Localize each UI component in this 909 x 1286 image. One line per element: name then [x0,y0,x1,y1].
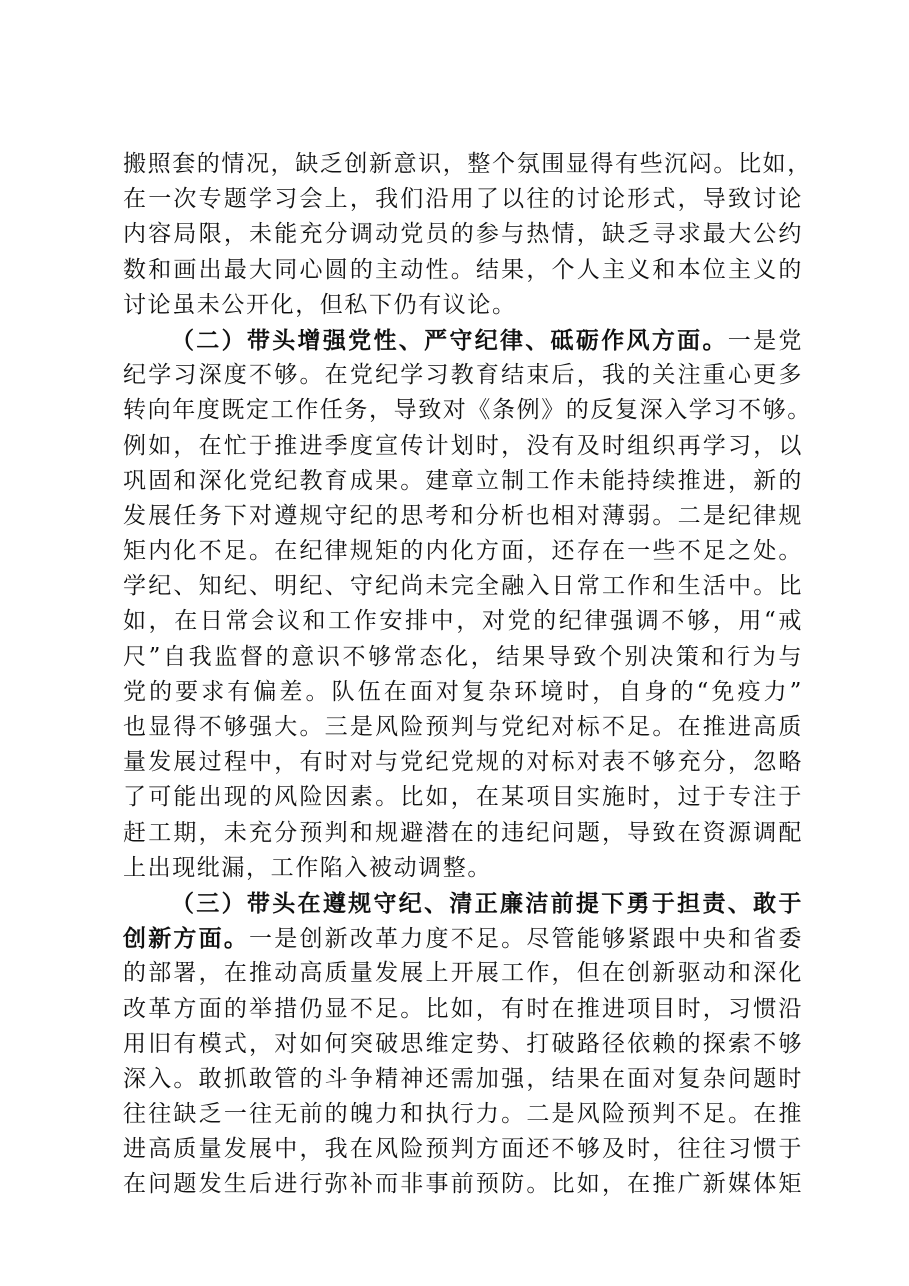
document-body [123,147,812,1203]
text-line: 巩固和深化党纪教育成果。建章立制工作未能持续推进，新的 [123,467,803,494]
section-heading-continued: 创新方面。 [123,925,250,953]
text-run: 一是创新改革力度不足。尽管能够紧跟中央和省委 [249,926,804,953]
text-line [123,323,803,358]
text-line: 上出现纰漏，工作陷入被动调整。 [123,854,492,881]
text-line: 在一次专题学习会上，我们沿用了以往的讨论形式，导致讨论 [123,186,803,213]
section-heading: （二）带头增强党性、严守纪律、砥砺作风方面。 [171,326,728,354]
text-line: 尺”自我监督的意识不够常态化，结果导致个别决策和行为与 [123,643,803,670]
text-line: 在问题发生后进行弥补而非事前预防。比如，在推广新媒体矩 [123,1171,803,1198]
text-line: 往往缺乏一往无前的魄力和执行力。二是风险预判不足。在推 [123,1101,803,1128]
text-line: 党的要求有偏差。队伍在面对复杂环境时，自身的“免疫力” [123,678,803,705]
text-line: 也显得不够强大。三是风险预判与党纪对标不足。在推进高质 [123,714,803,740]
text-line: 搬照套的情况，缺乏创新意识，整个氛围显得有些沉闷。比如， [123,151,812,177]
text-line: 了可能出现的风险因素。比如，在某项目实施时，过于专注于 [123,784,803,811]
text-line: 例如，在忙于推进季度宣传计划时，没有及时组织再学习，以 [123,432,803,459]
text-line: 改革方面的举措仍显不足。比如，有时在推进项目时，习惯沿 [123,995,803,1022]
paragraph-1 [123,147,812,323]
text-line: 深入。敢抓敢管的斗争精神还需加强，结果在面对复杂问题时 [123,1065,803,1092]
text-run: 一是党 [727,327,803,354]
text-line: 赶工期，未充分预判和规避潜在的违纪问题，导致在资源调配 [123,819,803,846]
text-line: 数和画出最大同心圆的主动性。结果，个人主义和本位主义的 [123,256,803,283]
text-line: 用旧有模式，对如何突破思维定势、打破路径依赖的探索不够 [123,1030,803,1057]
text-line: 量发展过程中，有时对与党纪党规的对标对表不够充分，忽略 [123,749,803,776]
text-line: 纪学习深度不够。在党纪学习教育结束后，我的关注重心更多 [123,362,803,389]
text-line: 学纪、知纪、明纪、守纪尚未完全融入日常工作和生活中。比 [123,573,803,600]
text-line: 的部署，在推动高质量发展上开展工作，但在创新驱动和深化 [123,960,803,987]
text-line [123,921,803,956]
paragraph-2 [123,323,812,886]
text-line: 如，在日常会议和工作安排中，对党的纪律强调不够，用“戒 [123,608,803,635]
text-line: 讨论虽未公开化，但私下仍有议论。 [123,291,517,318]
text-line: 矩内化不足。在纪律规矩的内化方面，还存在一些不足之处。 [123,538,803,565]
text-line: 内容局限，未能充分调动党员的参与热情，缺乏寻求最大公约 [123,221,803,248]
text-line: 转向年度既定工作任务，导致对《条例》的反复深入学习不够。 [123,397,812,424]
paragraph-3 [123,886,803,1203]
text-line: 发展任务下对遵规守纪的思考和分析也相对薄弱。二是纪律规 [123,502,803,529]
text-line: 进高质量发展中，我在风险预判方面还不够及时，往往习惯于 [123,1136,803,1163]
section-heading: （三）带头在遵规守纪、清正廉洁前提下勇于担责、敢于 [171,889,803,917]
